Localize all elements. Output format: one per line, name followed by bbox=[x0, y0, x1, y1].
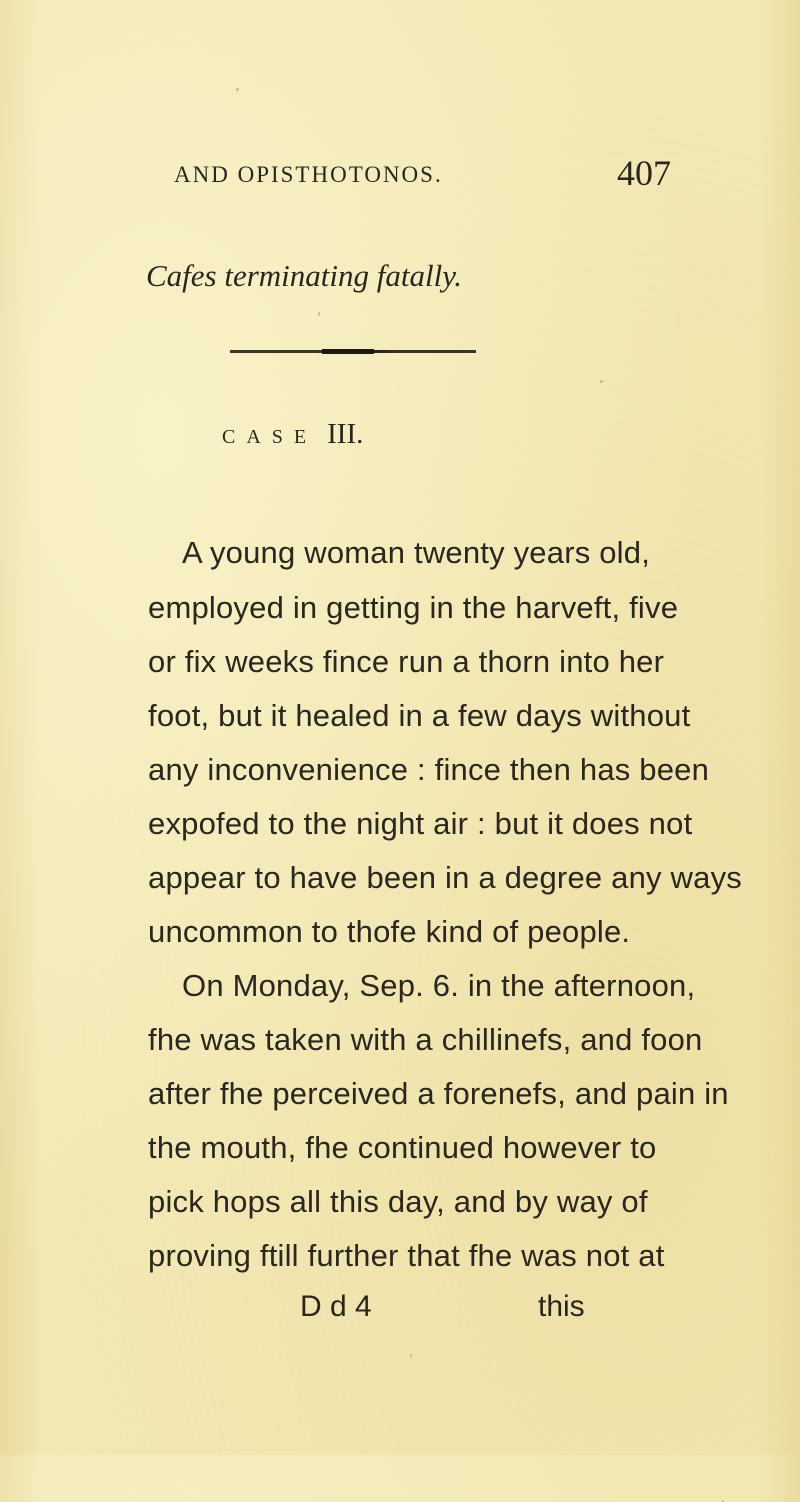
page-number: 407 bbox=[617, 153, 671, 193]
running-title: AND OPISTHOTONOS. bbox=[174, 162, 443, 187]
ornamental-rule-center bbox=[322, 349, 374, 354]
running-head bbox=[0, 152, 800, 202]
paper-speck bbox=[236, 88, 239, 91]
paper-speck bbox=[410, 1354, 412, 1357]
paper-speck bbox=[600, 380, 603, 383]
text-line: A young woman twenty years old, bbox=[182, 535, 651, 570]
text-line: or fix weeks fince run a thorn into her bbox=[148, 644, 665, 679]
catchword: this bbox=[538, 1290, 585, 1323]
text-line: any inconvenience : fince then has been bbox=[148, 752, 710, 787]
text-line: employed in getting in the harveft, five bbox=[148, 590, 679, 625]
text-line: proving ftill further that fhe was not at bbox=[148, 1238, 665, 1273]
text-line: pick hops all this day, and by way of bbox=[148, 1184, 648, 1219]
text-line: appear to have been in a degree any ways bbox=[148, 860, 742, 895]
case-number: III. bbox=[327, 418, 364, 450]
text-line: the mouth, fhe continued however to bbox=[148, 1130, 657, 1165]
case-heading bbox=[222, 418, 363, 451]
section-title: Cafes terminating fatally. bbox=[146, 258, 463, 293]
signature-mark: D d 4 bbox=[300, 1290, 372, 1323]
text-line: On Monday, Sep. 6. in the afternoon, bbox=[182, 968, 696, 1003]
paper-speck bbox=[318, 312, 320, 316]
text-line: uncommon to thofe kind of people. bbox=[148, 914, 631, 949]
text-line: foot, but it healed in a few days without bbox=[148, 698, 691, 733]
text-line: expofed to the night air : but it does not bbox=[148, 806, 693, 841]
text-line: after fhe perceived a forenefs, and pain in bbox=[148, 1076, 729, 1111]
text-line: fhe was taken with a chillinefs, and foon bbox=[148, 1022, 703, 1057]
case-label: CASE bbox=[222, 426, 318, 448]
